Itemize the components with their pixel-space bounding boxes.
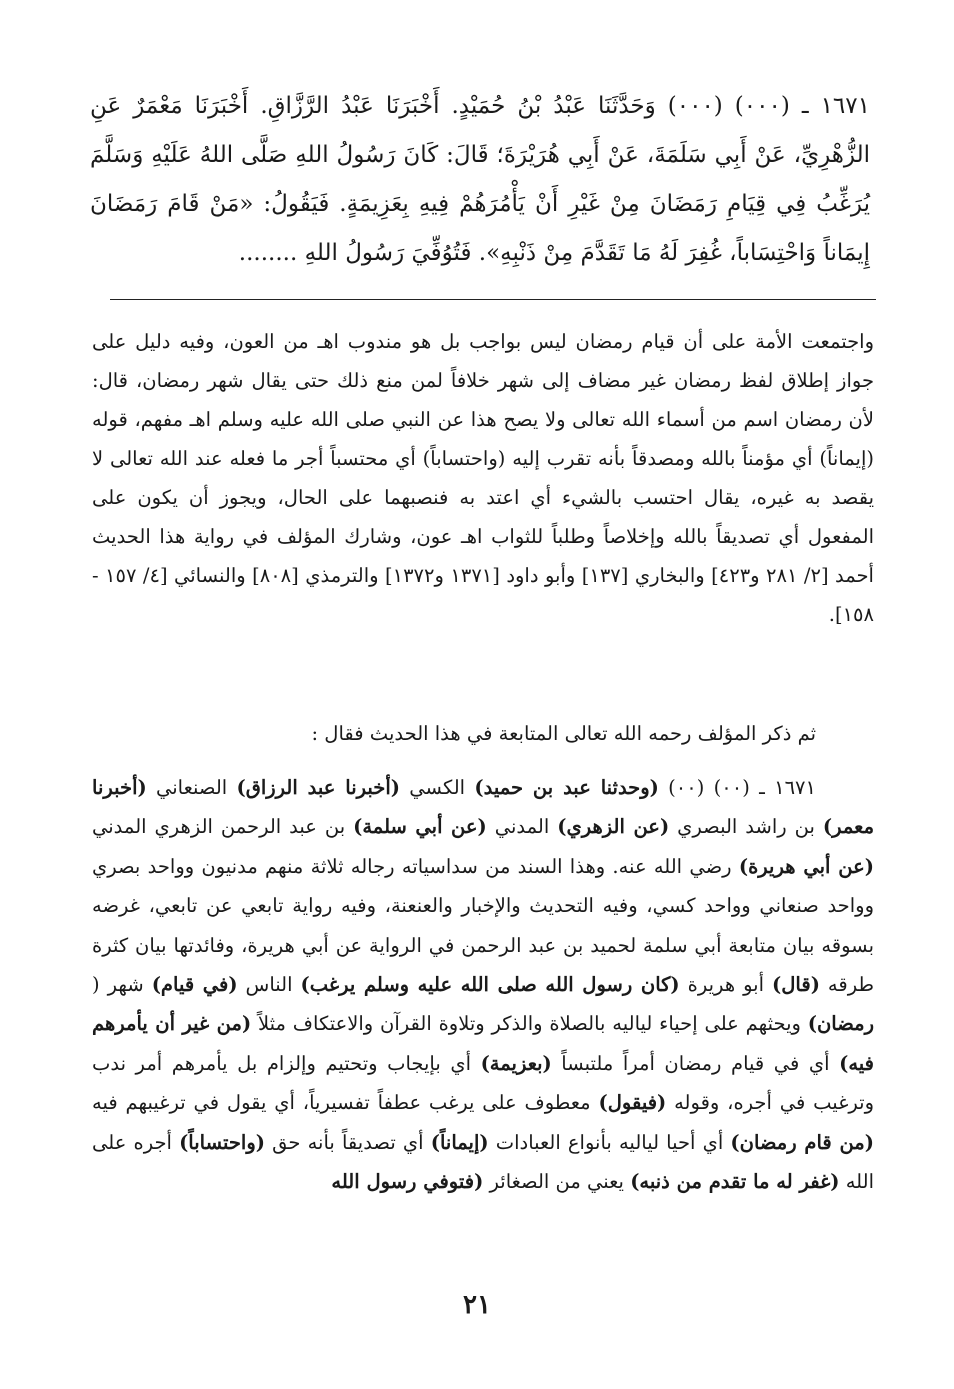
hadith-text-block <box>90 82 870 278</box>
commentary-bold: (قال) <box>772 973 820 997</box>
footnote-block <box>92 322 874 634</box>
footnote-divider <box>110 299 876 300</box>
intro-line <box>92 714 874 753</box>
intro-text: ثم ذكر المؤلف رحمه الله تعالى المتابعة في هذا الحديث فقال : <box>311 722 816 745</box>
commentary-text: رضي الله عنه. وهذا السند من سداسياته رجاله ثلاثة منهم مدنيون وواحد بصري وواحد صنعاني وواحد كسي، وفيه التحديث والإخبار والعنعنة، وفيه رواية تابعي عن تابعي، غرضه بسوقه بيان متابعة أبي سلمة لحميد بن عبد الرحمن في الرواية عن أبي هريرة، وفائدتها بيان كثرة طرقه <box>92 854 874 997</box>
commentary-text: بن راشد البصري <box>669 815 823 839</box>
commentary-text: أي أحيا لياليه بأنواع العبادات <box>488 1130 731 1154</box>
hadith-text: ١٦٧١ ـ (٠٠٠) (٠٠٠) وَحَدَّثَنَا عَبْدُ بْنُ حُمَيْدٍ. أَخْبَرَنَا عَبْدُ الرَّزَّاقِ. أَخْبَرَنَا مَعْمَرٌ عَنِ الزُّهْرِيِّ، عَنْ أَبِي سَلَمَةَ، عَنْ أَبِي هُرَيْرَةَ؛ قَالَ: كَانَ رَسُولُ اللهِ صَلَّى اللهُ عَلَيْهِ وَسَلَّمَ يُرَغِّبُ فِي قِيَامِ رَمَضَانَ مِنْ غَيْرِ أَنْ يَأْمُرَهُمْ فِيهِ بِعَزِيمَةٍ. فَيَقُولُ: «مَنْ قَامَ رَمَضَانَ إِيمَاناً وَاحْتِسَاباً، غُفِرَ لَهُ مَا تَقَدَّمَ مِنْ ذَنْبِهِ». فَتُوُفِّيَ رَسُولُ اللهِ ........ <box>90 93 870 266</box>
commentary-text: أبو هريرة <box>679 973 773 997</box>
commentary-bold: (من قام رمضان) <box>730 1130 874 1154</box>
commentary-text: أي تصديقاً بأنه حق <box>265 1130 431 1154</box>
commentary-bold: رمضان) <box>807 1012 874 1036</box>
commentary-text: الصنعاني <box>146 776 237 799</box>
commentary-bold: (فتوفي رسول الله <box>331 1170 484 1194</box>
commentary-bold: (عن أبي سلمة) <box>353 815 487 839</box>
commentary-text: شهر ( <box>92 973 152 997</box>
commentary-text: ويحثهم على إحياء لياليه بالصلاة والذكر وتلاوة القرآن والاعتكاف مثلاً <box>251 1012 808 1036</box>
commentary-bold: (كان رسول الله صلى الله عليه وسلم يرغب) <box>300 973 680 997</box>
commentary-text: بن عبد الرحمن الزهري المدني <box>92 815 354 839</box>
commentary-text: أي في قيام رمضان أمراً ملتبساً <box>551 1051 840 1075</box>
commentary-bold: (في قيام) <box>151 973 238 997</box>
commentary-bold: (من غير أن يأمرهم فيه) <box>92 1012 874 1075</box>
commentary-bold: (عن الزهري) <box>557 815 670 839</box>
page-number: ٢١ <box>463 1290 491 1320</box>
commentary-text: معطوف على يرغب عطفاً تفسيرياً، أي يقول في ترغيبهم فيه <box>92 1091 599 1115</box>
commentary-text: أي بإيجاب وتحتيم وإلزام بل يأمرهم أمر ندب وترغيب في أجره، وقوله <box>92 1051 874 1115</box>
commentary-text: ١٦٧١ ـ (٠٠) (٠٠) <box>658 776 816 799</box>
commentary-bold: (واحتساباً) <box>179 1130 265 1154</box>
commentary-bold: (إيماناً) <box>430 1130 489 1154</box>
commentary-bold: (بعزيمة) <box>480 1051 552 1075</box>
commentary-bold: (وحدثنا عبد بن حميد) <box>474 776 659 799</box>
commentary-bold: (أخبرنا عبد الرزاق) <box>236 776 401 799</box>
footnote-text: واجتمعت الأمة على أن قيام رمضان ليس بواجب بل هو مندوب اهـ من العون، وفيه دليل على جواز إطلاق لفظ رمضان غير مضاف إلى شهر خلافاً لمن منع ذلك حتى يقال شهر رمضان، قال: لأن رمضان اسم من أسماء الله تعالى ولا يصح هذا عن النبي صلى الله عليه وسلم اهـ مفهم، قوله (إيماناً) أي مؤمناً بالله ومصدقاً بأنه تقرب إليه (واحتساباً) أي محتسباً أجر ما فعله عند الله تعالى لا يقصد به غيره، يقال احتسب بالشيء أي اعتد به فنصبهما على الحال، ويجوز أن يكون على المفعول أي تصديقاً بالله وإخلاصاً وطلباً للثواب اهـ عون، وشارك المؤلف في رواية هذا الحديث أحمد [٢/ ٢٨١ و٤٢٣] والبخاري [١٣٧] وأبو داود [١٣٧١ و١٣٧٢] والترمذي [٨٠٨] والنسائي [٤/ ١٥٧ - ١٥٨]. <box>92 330 874 626</box>
commentary-bold: (أخبرنا معمر) <box>92 776 875 839</box>
commentary-text: الناس <box>237 973 301 997</box>
commentary-text: الكسي <box>400 776 475 799</box>
commentary-text: المدني <box>486 815 558 839</box>
commentary-text: يعني من الصغائر <box>483 1170 631 1194</box>
commentary-text: أجره على الله <box>92 1130 874 1194</box>
commentary-bold: (فيقول) <box>598 1091 667 1115</box>
commentary-bold: (عن أبي هريرة) <box>738 854 875 878</box>
commentary-paragraph <box>92 768 874 1201</box>
commentary-block <box>92 768 874 1201</box>
commentary-bold: (غفر له ما تقدم من ذنبه) <box>630 1170 840 1194</box>
